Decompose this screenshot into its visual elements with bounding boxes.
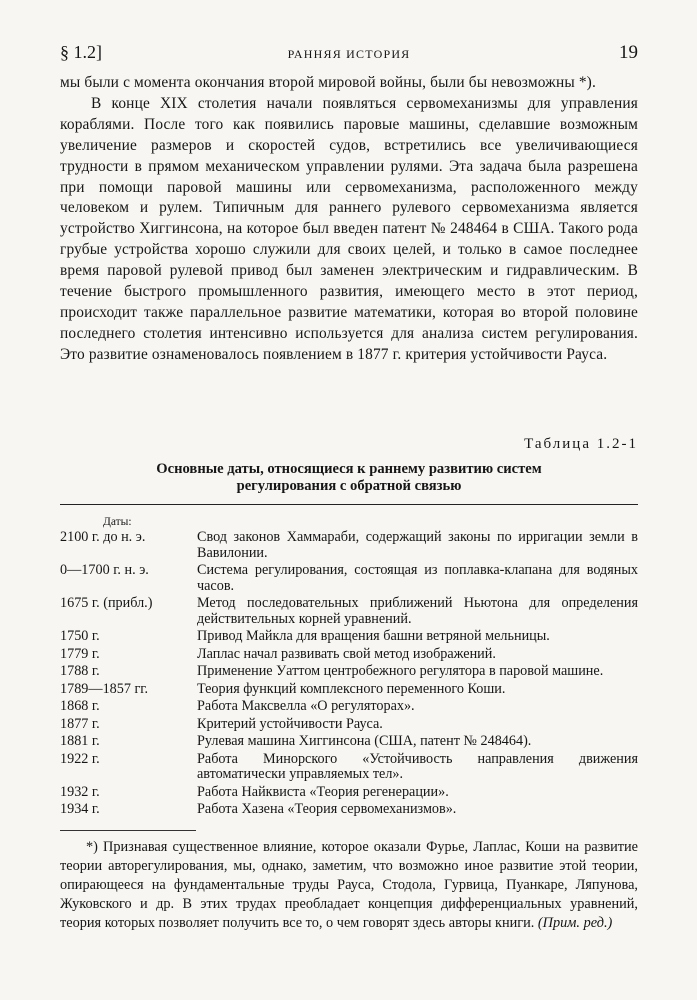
table-row <box>60 530 638 561</box>
row-date: 1932 г. <box>60 783 100 800</box>
row-description: Теория функций комплексного переменного Коши. <box>197 680 506 697</box>
row-date: 1868 г. <box>60 698 100 715</box>
table-top-rule <box>60 504 638 505</box>
row-description: Работа Минорского «Устойчивость направления движения автоматически управляемых тел». <box>197 750 638 783</box>
row-date: 1750 г. <box>60 628 100 645</box>
row-description: Работа Максвелла «О регуляторах». <box>197 698 415 715</box>
row-description: Применение Уаттом центробежного регулятора в паровой машине. <box>197 663 604 680</box>
footnote-text: *) Признавая существенное влияние, которое оказали Фурье, Лаплас, Коши на развитие теории авторегулирования, мы, однако, заметим, что возможно иное развитие этой теории, опирающееся на фундаментальные труды Рауса, Стодола, Гурвица, Пуанкаре, Ляпунова, Жуковского и др. В этих трудах преобладает концепция дифференциальных уравнений, теория которых позволяет получить все то, о чем говорят здесь авторы книги. <box>60 839 638 931</box>
table-row <box>60 647 638 663</box>
body-text <box>60 73 638 366</box>
row-description: Работа Хазена «Теория сервомеханизмов». <box>197 801 457 818</box>
row-date: 1675 г. (прибл.) <box>60 595 153 612</box>
table-row <box>60 802 638 818</box>
row-date: 1779 г. <box>60 645 100 662</box>
table-row <box>60 563 638 594</box>
table-row <box>60 629 638 645</box>
table-row <box>60 596 638 627</box>
table-title-line-2: регулирования с обратной связью <box>236 478 462 494</box>
paragraph-servomechanisms: В конце XIX столетия начали появляться сервомеханизмы для управления кораблями. После того как появились паровые машины, сделавшие возможным увеличение размеров и скоростей судов, встретились все увеличивающиеся трудности в прямом механическом управлении рулями. Эта задача была разрешена при помощи паровой машины или сервомеханизма, расположенного между человеком и рулем. Типичным для раннего рулевого сервомеханизма является устройство Хиггинсона, на которое был введен патент № 248464 в США. Такого рода грубые устройства хорошо служили для своих целей, и только в самое последнее время паровой рулевой привод был заменен электрическим и гидравлическим. В течение быстрого промышленного развития, имеющего место в этот период, происходит также параллельное развитие математики, которая во второй половине последнего столетия интенсивно используется для анализа систем регулирования. Это развитие ознаменовалось появлением в 1877 г. критерия устойчивости Рауса. <box>60 94 638 363</box>
paragraph-continued: мы были с момента окончания второй мировой войны, были бы невозможны *). <box>60 74 596 91</box>
table-row <box>60 699 638 715</box>
dates-table <box>60 530 638 820</box>
row-date: 1877 г. <box>60 715 100 732</box>
running-title: РАННЯЯ ИСТОРИЯ <box>287 47 411 61</box>
footnote <box>60 838 638 933</box>
table-title <box>60 461 638 495</box>
row-description: Привод Майкла для вращения башни ветряной мельницы. <box>197 628 550 645</box>
dates-column-header: Даты: <box>103 516 132 528</box>
table-row <box>60 734 638 750</box>
table-title-line-1: Основные даты, относящиеся к раннему развитию систем <box>156 461 542 477</box>
row-date: 2100 г. до н. э. <box>60 529 146 545</box>
footnote-rule <box>60 830 196 831</box>
row-date: 1922 г. <box>60 750 100 767</box>
table-label: Таблица 1.2-1 <box>524 436 638 452</box>
footnote-editor-note: (Прим. ред.) <box>537 915 613 931</box>
row-date: 0—1700 г. н. э. <box>60 562 149 579</box>
table-row <box>60 717 638 733</box>
table-row <box>60 752 638 783</box>
row-date: 1934 г. <box>60 801 100 818</box>
row-date: 1788 г. <box>60 663 100 680</box>
row-description: Система регулирования, состоящая из поплавка-клапана для водяных часов. <box>197 562 638 594</box>
row-description: Метод последовательных приближений Ньютона для определения действительных корней уравнений. <box>197 595 638 627</box>
table-row <box>60 682 638 698</box>
row-description: Критерий устойчивости Рауса. <box>197 715 383 732</box>
row-date: 1789—1857 гг. <box>60 680 149 697</box>
row-description: Рулевая машина Хиггинсона (США, патент № 248464). <box>197 733 532 750</box>
table-row <box>60 664 638 680</box>
row-description: Свод законов Хаммараби, содержащий законы по ирригации земли в Вавилонии. <box>197 529 638 561</box>
row-description: Лаплас начал развивать свой метод изображений. <box>197 645 496 662</box>
row-description: Работа Найквиста «Теория регенерации». <box>197 783 449 800</box>
page-number: 19 <box>619 42 638 63</box>
row-date: 1881 г. <box>60 733 100 750</box>
running-header <box>60 42 638 68</box>
table-row <box>60 785 638 801</box>
section-reference: § 1.2] <box>60 42 102 62</box>
